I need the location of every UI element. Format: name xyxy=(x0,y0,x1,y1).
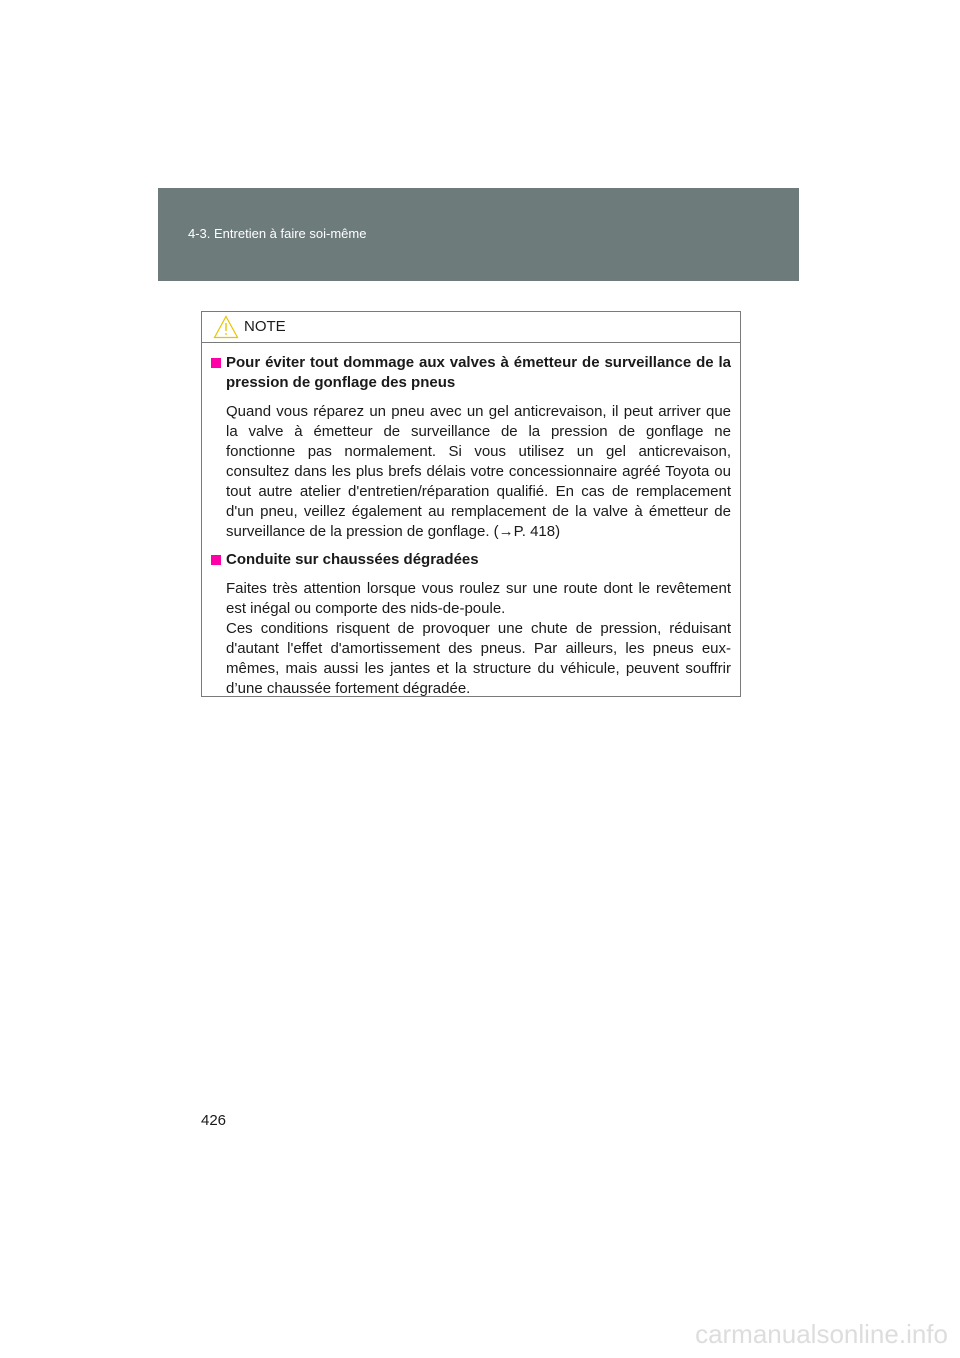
note-box xyxy=(201,311,741,697)
page-number: 426 xyxy=(201,1112,227,1129)
note-label: NOTE xyxy=(244,318,286,335)
note-item-text: Quand vous réparez un pneu avec un gel anticrevaison, il peut arriver que la valve à émetteur de surveillance de la pression de gonflage ne fonctionne pas normalement. Si vous utilisez un gel anticrevaison, consultez dans les plus brefs délais votre concessionnaire agréé Toyota ou tout autre atelier d'entretien/réparation qualifié. En cas de remplacement d'un pneu, veillez également au remplacement de la valve à émetteur de surveillance de la pression de gonflage. (→P. 418) xyxy=(226,403,731,540)
note-item-text: Ces conditions risquent de provoquer une chute de pression, réduisant d'autant l'effet d'amortissement des pneus. Par ailleurs, les pneus eux-mêmes, mais aussi les jantes et la structure du véhicule, peuvent souffrir d’une chaussée fortement dégradée. xyxy=(226,620,731,697)
section-header-band xyxy=(158,188,799,281)
bullet-square-icon xyxy=(211,555,221,565)
warning-icon xyxy=(213,315,239,339)
section-title: 4-3. Entretien à faire soi-même xyxy=(188,226,367,241)
note-item xyxy=(211,550,731,699)
bullet-square-icon xyxy=(211,358,221,368)
note-item-text: Faites très attention lorsque vous roulez sur une route dont le revêtement est inégal ou comporte des nids-de-poule. xyxy=(226,580,731,617)
note-item-title xyxy=(211,353,731,393)
note-item-title-text: Conduite sur chaussées dégradées xyxy=(226,551,479,568)
note-body xyxy=(202,343,740,699)
note-item-title xyxy=(211,550,731,570)
note-header xyxy=(202,312,740,343)
note-item-title-text: Pour éviter tout dommage aux valves à émetteur de surveillance de la pression de gonflage des pneus xyxy=(226,354,731,391)
watermark: carmanualsonline.info xyxy=(695,1319,948,1349)
note-item xyxy=(211,353,731,542)
